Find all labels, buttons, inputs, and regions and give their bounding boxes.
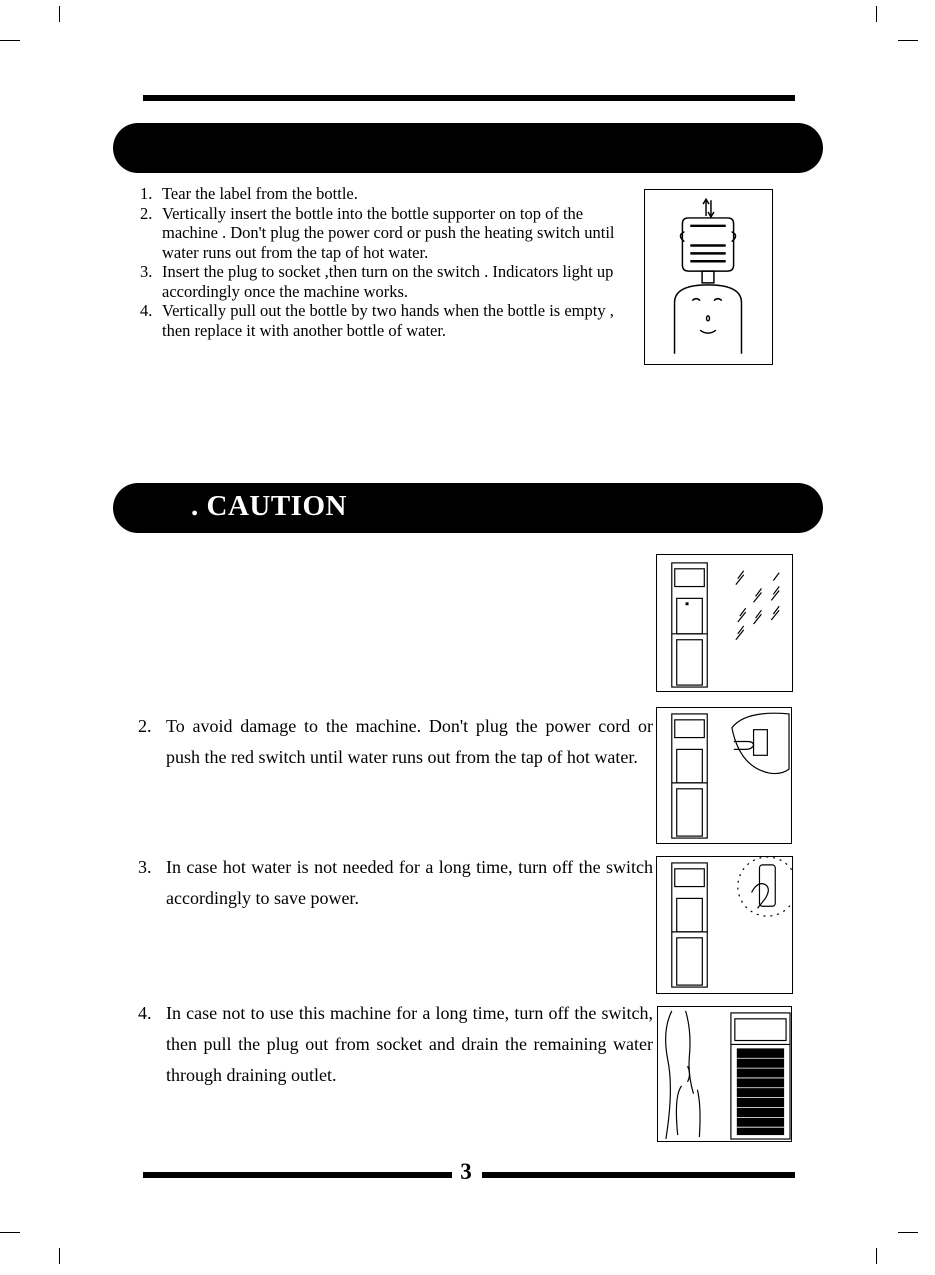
caution-number: 4. bbox=[138, 1003, 152, 1023]
crop-mark bbox=[59, 1248, 60, 1264]
crop-mark bbox=[898, 40, 918, 41]
step-number: 2. bbox=[140, 203, 153, 223]
drain-illustration bbox=[657, 1006, 792, 1142]
step-text: Vertically pull out the bottle by two hands when the bottle is empty , then replace it with another bottle of water. bbox=[162, 301, 614, 340]
step-text: Vertically insert the bottle into the bottle supporter on top of the machine . Don't plug the power cord or push the heating switch until water runs out from the tap of hot water. bbox=[162, 203, 615, 262]
crop-mark bbox=[876, 1248, 877, 1264]
usage-step bbox=[140, 262, 630, 301]
caution-item bbox=[138, 711, 653, 773]
switch-off-illustration bbox=[656, 856, 793, 994]
section-banner-usage bbox=[113, 123, 823, 173]
page-number: 3 bbox=[460, 1159, 472, 1184]
crop-mark bbox=[876, 6, 877, 22]
caution-item-4 bbox=[138, 998, 653, 1091]
dispenser-ventilation-illustration bbox=[656, 554, 793, 692]
caution-number: 3. bbox=[138, 857, 152, 877]
power-switch-icon bbox=[657, 857, 792, 993]
caution-item-2 bbox=[138, 711, 653, 773]
crop-mark bbox=[898, 1232, 918, 1233]
plug-socket-icon bbox=[657, 708, 791, 843]
bottle-dispenser-icon bbox=[645, 190, 772, 364]
step-text: Insert the plug to socket ,then turn on the switch . Indicators light up accordingly once the machine works. bbox=[162, 262, 614, 301]
crop-mark bbox=[0, 40, 20, 41]
caution-text: In case hot water is not needed for a long time, turn off the switch accordingly to save power. bbox=[166, 857, 653, 908]
caution-text: To avoid damage to the machine. Don't plug the power cord or push the red switch until water runs out from the tap of hot water. bbox=[166, 716, 653, 767]
step-number: 4. bbox=[140, 301, 153, 320]
caution-number: 2. bbox=[138, 716, 152, 736]
usage-step bbox=[140, 301, 630, 340]
caution-item bbox=[138, 852, 653, 914]
usage-steps bbox=[140, 184, 630, 340]
usage-step bbox=[140, 204, 630, 263]
step-number: 1. bbox=[140, 184, 153, 203]
footer-rule-left bbox=[143, 1172, 452, 1178]
water-dispenser-icon bbox=[657, 555, 792, 691]
caution-text: In case not to use this machine for a long time, turn off the switch, then pull the plug out from socket and drain the remaining water through draining outlet. bbox=[166, 1003, 653, 1085]
caution-item bbox=[138, 998, 653, 1091]
header-rule bbox=[143, 95, 795, 101]
drain-outlet-icon bbox=[658, 1007, 791, 1141]
crop-mark bbox=[59, 6, 60, 22]
step-number: 3. bbox=[140, 262, 153, 281]
step-text: Tear the label from the bottle. bbox=[162, 184, 358, 203]
section-title-caution: . CAUTION bbox=[191, 490, 347, 522]
crop-mark bbox=[0, 1232, 20, 1233]
caution-item-3 bbox=[138, 852, 653, 914]
usage-step bbox=[140, 184, 630, 204]
power-plug-illustration bbox=[656, 707, 792, 844]
bottle-insert-illustration bbox=[644, 189, 773, 365]
section-banner-caution bbox=[113, 483, 823, 533]
footer-rule-right bbox=[482, 1172, 795, 1178]
